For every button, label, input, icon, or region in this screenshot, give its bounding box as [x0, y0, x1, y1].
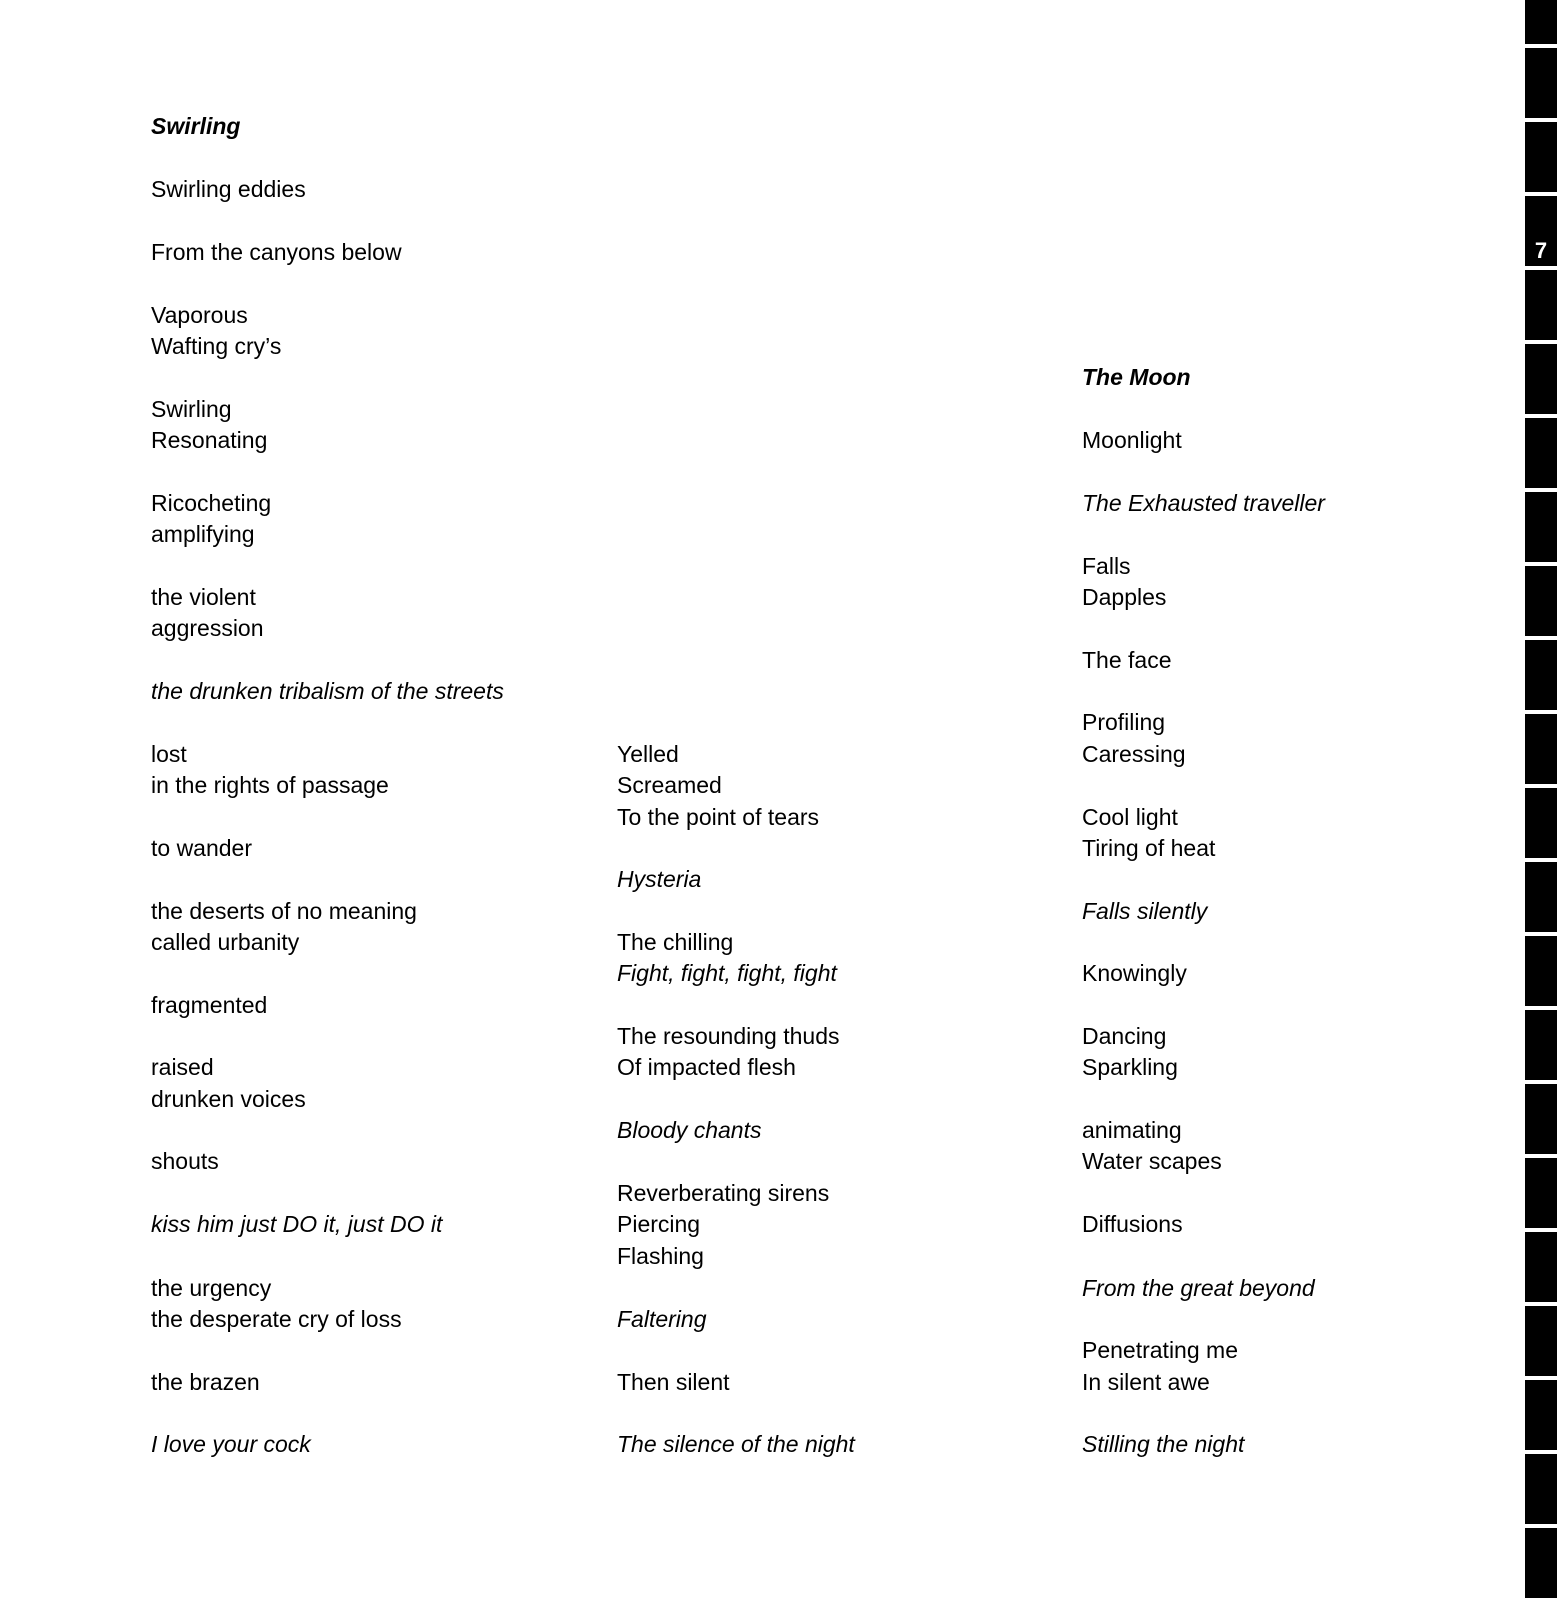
page-edge-tabs — [1525, 0, 1557, 1557]
poem-line: Penetrating me — [1082, 1337, 1238, 1363]
poem-line: I love your cock — [151, 1431, 311, 1457]
poem-line: Dapples — [1082, 584, 1167, 610]
poem-line: Diffusions — [1082, 1211, 1183, 1237]
poem-line: Vaporous — [151, 302, 248, 328]
poem-line: Swirling — [151, 396, 232, 422]
poem-line: Sparkling — [1082, 1054, 1178, 1080]
poem-line: Swirling eddies — [151, 176, 306, 202]
poem-line: aggression — [151, 615, 264, 641]
poem-line: The chilling — [617, 929, 734, 955]
poem-line: called urbanity — [151, 929, 300, 955]
thumb-index-tab — [1525, 1528, 1557, 1598]
poem-line: the brazen — [151, 1369, 260, 1395]
poem-line: To the point of tears — [617, 804, 820, 830]
page-number: 7 — [1534, 238, 1548, 263]
thumb-index-tab — [1525, 788, 1557, 858]
poem-line: Moonlight — [1082, 427, 1182, 453]
poem-line: The face — [1082, 647, 1172, 673]
poem-line: In silent awe — [1082, 1369, 1210, 1395]
thumb-index-tab — [1525, 48, 1557, 118]
thumb-index-tab — [1525, 122, 1557, 192]
poem-line: lost — [151, 741, 187, 767]
poem-line: Flashing — [617, 1243, 704, 1269]
poem-line: Of impacted flesh — [617, 1054, 796, 1080]
poem-line: to wander — [151, 835, 253, 861]
poem-line: Piercing — [617, 1211, 701, 1237]
poem-line: Falls — [1082, 553, 1131, 579]
poem-line: The silence of the night — [617, 1431, 855, 1457]
poem-line: Hysteria — [617, 866, 702, 892]
poem-line: Profiling — [1082, 709, 1166, 735]
poem-line: Resonating — [151, 427, 268, 453]
poem-line: the desperate cry of loss — [151, 1306, 402, 1332]
thumb-index-tab — [1525, 1010, 1557, 1080]
poem-line: Screamed — [617, 772, 722, 798]
thumb-index-tab — [1525, 1380, 1557, 1450]
poem-line: fragmented — [151, 992, 268, 1018]
poem-line: Bloody chants — [617, 1117, 762, 1143]
poem-line: Water scapes — [1082, 1148, 1222, 1174]
thumb-index-tab — [1525, 640, 1557, 710]
poem-line: animating — [1082, 1117, 1182, 1143]
poem-line: Reverberating sirens — [617, 1180, 830, 1206]
thumb-index-tab — [1525, 862, 1557, 932]
thumb-index-tab — [1525, 418, 1557, 488]
poem-line: drunken voices — [151, 1086, 306, 1112]
thumb-index-tab — [1525, 270, 1557, 340]
thumb-index-tab — [1525, 566, 1557, 636]
poem-line: Ricocheting — [151, 490, 272, 516]
poem-line: the deserts of no meaning — [151, 898, 417, 924]
poem-line: the drunken tribalism of the streets — [151, 678, 504, 704]
poem-title: The Moon — [1082, 364, 1191, 390]
poem-line: Cool light — [1082, 804, 1178, 830]
thumb-index-tab — [1525, 0, 1557, 44]
thumb-index-tab — [1525, 344, 1557, 414]
thumb-index-tab — [1525, 936, 1557, 1006]
poem-line: the urgency — [151, 1275, 272, 1301]
poem-line: the violent — [151, 584, 256, 610]
poem-line: The Exhausted traveller — [1082, 490, 1325, 516]
poem-line: Knowingly — [1082, 960, 1187, 986]
poem-line: From the great beyond — [1082, 1275, 1315, 1301]
poem-line: raised — [151, 1054, 214, 1080]
poem-line: Faltering — [617, 1306, 707, 1332]
thumb-index-tab — [1525, 1084, 1557, 1154]
poem-line: in the rights of passage — [151, 772, 389, 798]
poem-line: Wafting cry’s — [151, 333, 282, 359]
poem-line: shouts — [151, 1148, 219, 1174]
thumb-index-tab — [1525, 1454, 1557, 1524]
poem-line: Tiring of heat — [1082, 835, 1216, 861]
thumb-index-tab — [1525, 714, 1557, 784]
poem-line: Caressing — [1082, 741, 1186, 767]
poem-line: Fight, fight, fight, fight — [617, 960, 837, 986]
poem-line: The resounding thuds — [617, 1023, 840, 1049]
poem-line: kiss him just DO it, just DO it — [151, 1211, 443, 1237]
thumb-index-tab — [1525, 1232, 1557, 1302]
poem-line: Falls silently — [1082, 898, 1208, 924]
poem-line: From the canyons below — [151, 239, 402, 265]
poem-line: Yelled — [617, 741, 679, 767]
poem-line: Then silent — [617, 1369, 730, 1395]
poem-line: Stilling the night — [1082, 1431, 1245, 1457]
thumb-index-tab — [1525, 1158, 1557, 1228]
poem-title: Swirling — [151, 113, 241, 139]
thumb-index-tab — [1525, 1306, 1557, 1376]
thumb-index-tab — [1525, 492, 1557, 562]
poem-line: Dancing — [1082, 1023, 1167, 1049]
poem-line: amplifying — [151, 521, 255, 547]
